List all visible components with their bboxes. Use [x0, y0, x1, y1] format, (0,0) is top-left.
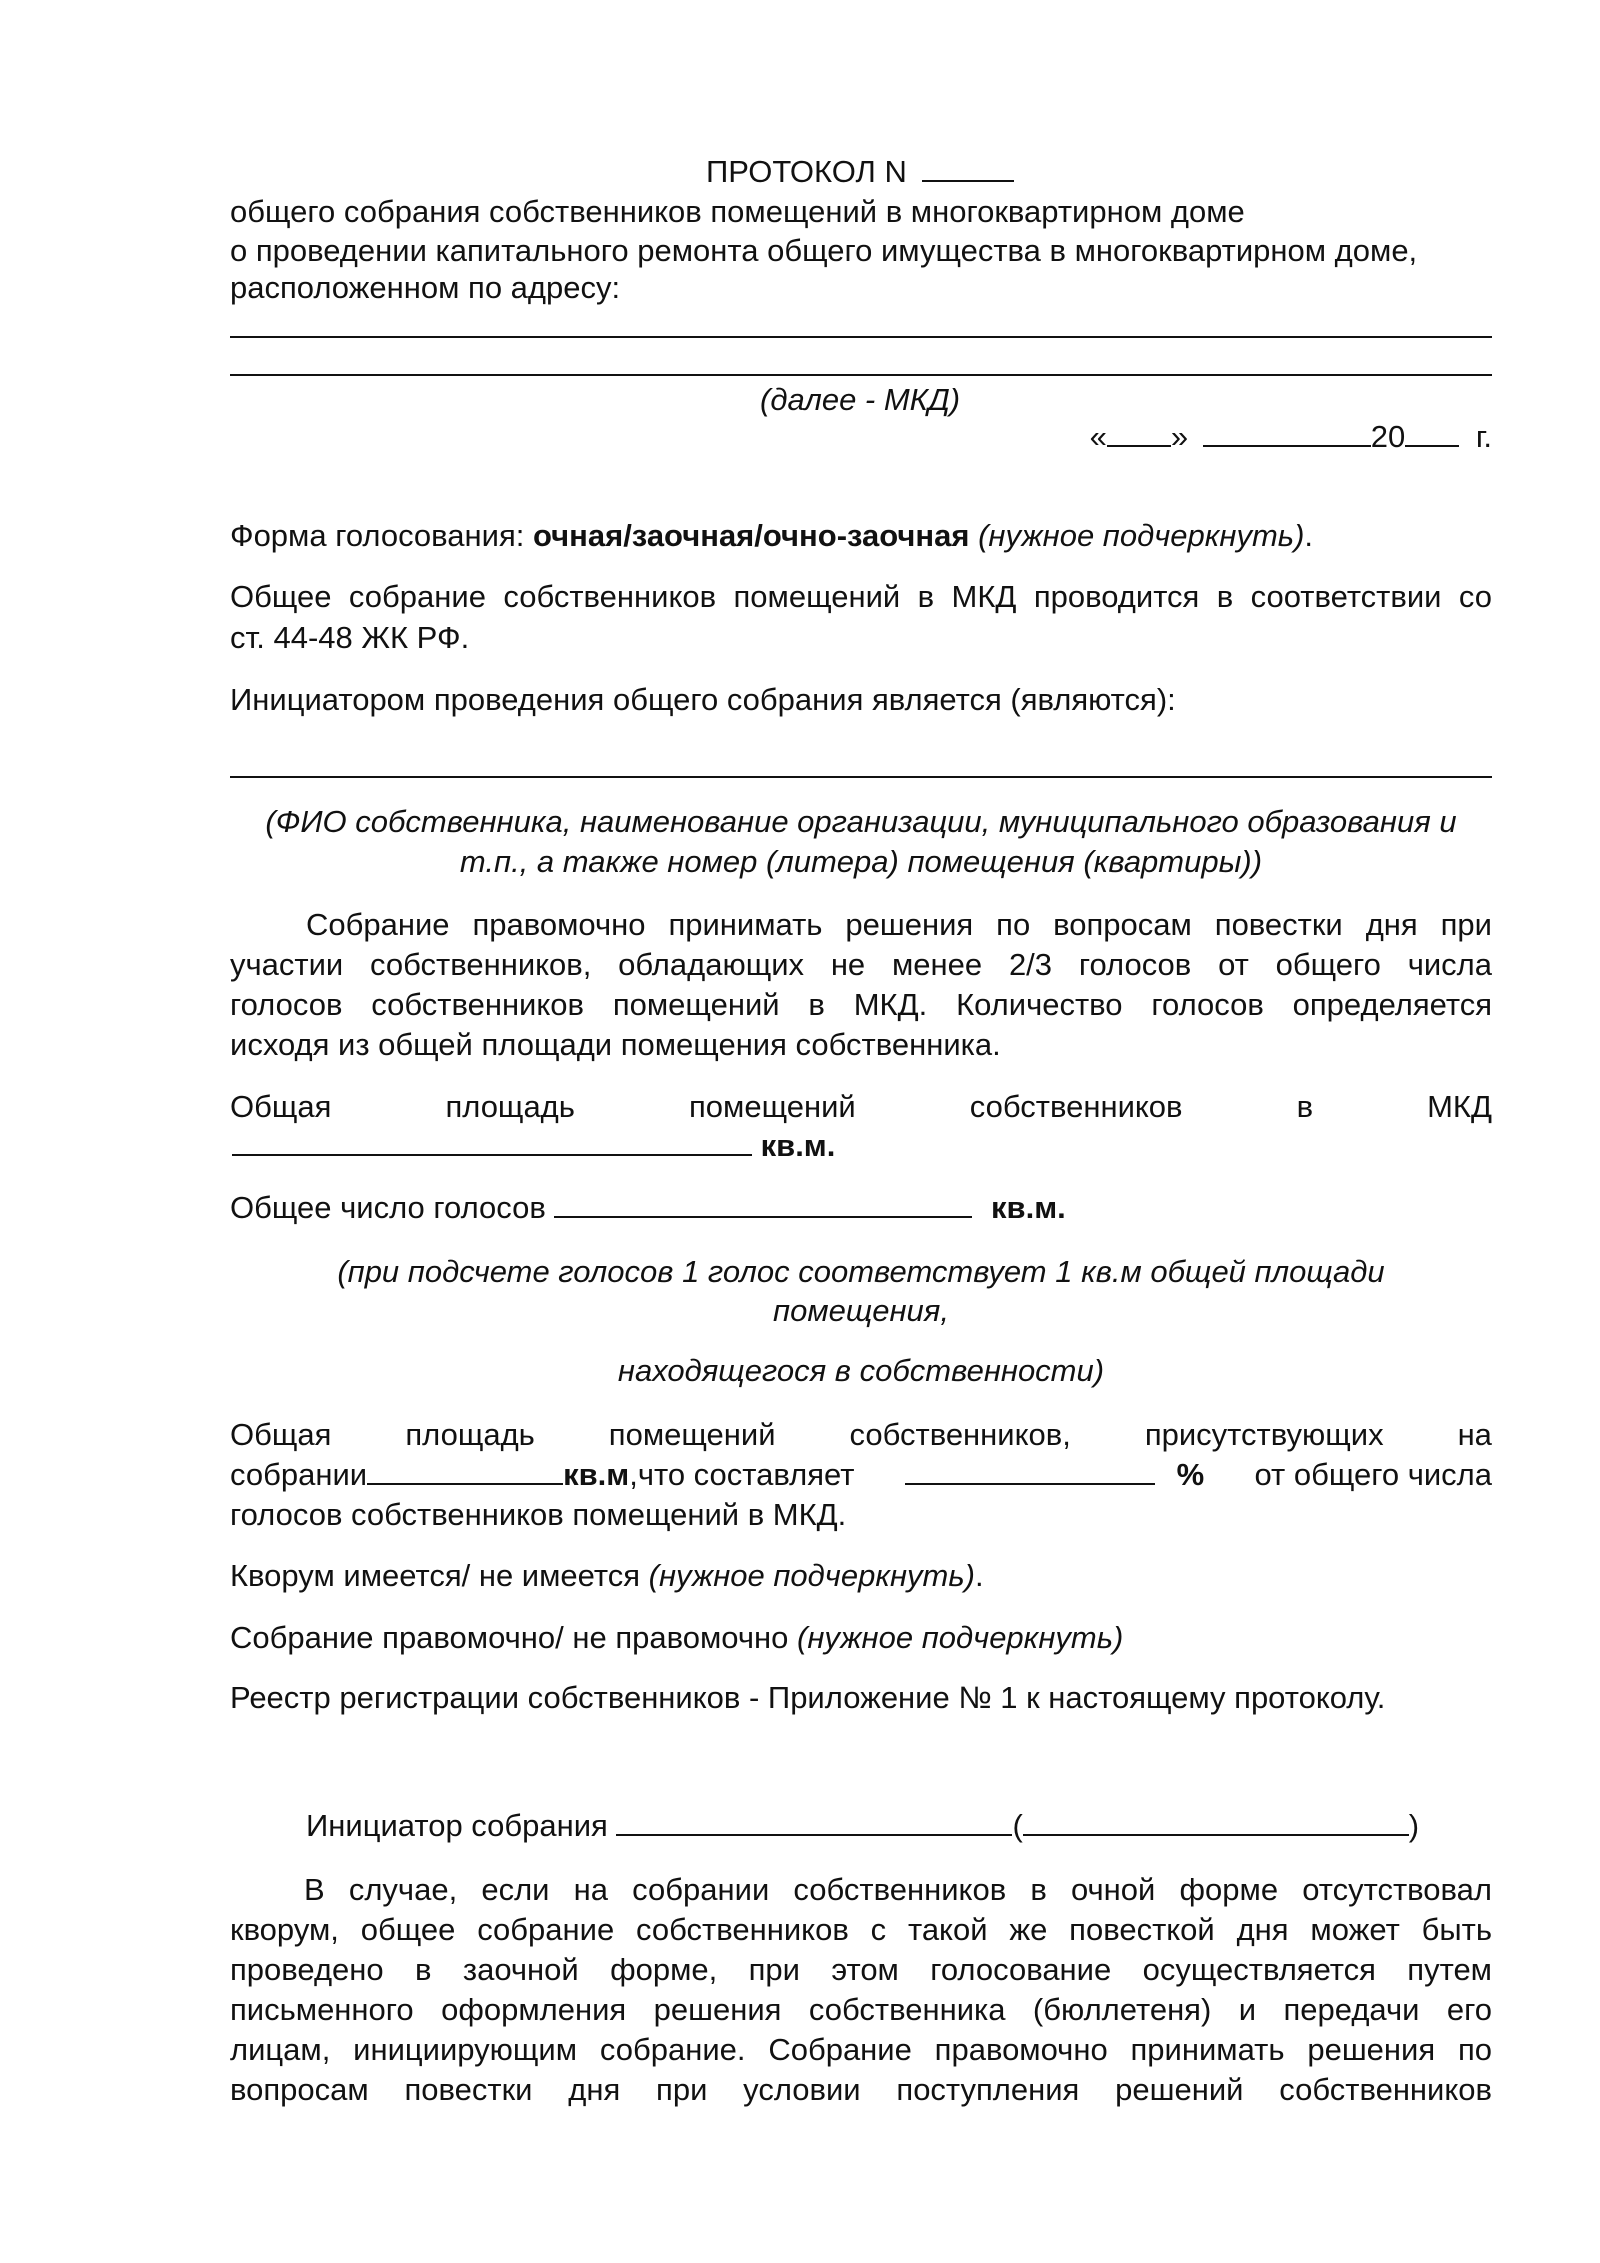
date-day-blank	[1107, 417, 1171, 447]
present-area-line-3: голосов собственников помещений в МКД.	[230, 1497, 847, 1532]
header-line-3: расположенном по адресу:	[230, 270, 621, 305]
absentia-line-4: письменного оформления решения собственника (бюллетеня) и передачи его	[230, 1992, 1492, 2027]
total-votes-line	[230, 1188, 1066, 1228]
total-votes-unit: кв.м.	[991, 1190, 1066, 1225]
registry-line: Реестр регистрации собственников - Приложение № 1 к настоящему протоколу.	[230, 1680, 1386, 1715]
initiator-line	[230, 776, 1492, 778]
present-area-word: помещений	[608, 1417, 776, 1452]
quorum-rule-line-3: голосов собственников помещений в МКД. Количество голосов определяется	[230, 987, 1492, 1022]
present-area-unit: кв.м	[563, 1457, 630, 1492]
vote-note-line-2: помещения,	[773, 1293, 949, 1328]
present-area-word: площадь	[405, 1417, 535, 1452]
total-area-word: площадь	[445, 1089, 575, 1124]
present-area-percent-sign: %	[1176, 1457, 1205, 1492]
quorum-note: (нужное подчеркнуть)	[640, 1558, 975, 1593]
protocol-number-blank	[922, 152, 1014, 182]
address-line-2	[230, 374, 1492, 376]
total-area-unit: кв.м.	[760, 1128, 836, 1163]
date-close-quote: »	[1170, 419, 1189, 454]
quorum-rule-line-1: Собрание правомочно принимать решения по вопросам повестки дня при	[306, 907, 1492, 942]
voting-form-options: очная/заочная/очно-заочная	[532, 518, 970, 553]
vote-note-line-3: находящегося в собственности)	[617, 1353, 1105, 1388]
present-area-word: присутствующих	[1144, 1417, 1384, 1452]
vote-note-line-1: (при подсчете голосов 1 голос соответствует 1 кв.м общей площади	[337, 1254, 1385, 1289]
quorum-period: .	[974, 1558, 984, 1593]
protocol-title-text: ПРОТОКОЛ N	[706, 154, 907, 189]
legal-basis-line-1: Общее собрание собственников помещений в МКД проводится в соответствии со	[230, 579, 1492, 614]
total-votes-blank	[554, 1188, 972, 1218]
present-area-tail: от общего числа	[1254, 1457, 1492, 1492]
quorum-line	[230, 1556, 984, 1596]
initiator-label: Инициатором проведения общего собрания является (являются):	[230, 682, 1176, 717]
header-line-1: общего собрания собственников помещений в многоквартирном доме	[230, 194, 1245, 229]
signature-label: Инициатор собрания	[306, 1808, 617, 1843]
total-area-word: в	[1296, 1089, 1314, 1124]
present-area-line-1	[230, 1415, 1492, 1455]
total-area-word: собственников	[969, 1089, 1183, 1124]
date-suffix: г.	[1475, 419, 1492, 454]
present-area-label: собрании	[230, 1457, 368, 1492]
present-area-blank	[367, 1455, 563, 1485]
voting-form-period: .	[1304, 518, 1314, 553]
signature-blank	[616, 1806, 1012, 1836]
present-area-word: на	[1457, 1417, 1492, 1452]
date-month-blank	[1203, 417, 1371, 447]
quorum-rule-line-2: участии собственников, обладающих не менее 2/3 голосов от общего числа	[230, 947, 1492, 982]
date-line	[1090, 417, 1492, 457]
total-area-word: помещений	[688, 1089, 856, 1124]
protocol-title	[706, 152, 1014, 192]
present-area-line-2	[230, 1455, 1492, 1495]
date-year-prefix: 20	[1370, 419, 1406, 454]
signature-line	[306, 1806, 1419, 1846]
legal-basis-line-2: ст. 44-48 ЖК РФ.	[230, 620, 470, 655]
absentia-line-5: лицам, инициирующим собрание. Собрание правомочно принимать решения по	[230, 2032, 1492, 2067]
signature-name-blank	[1023, 1806, 1409, 1836]
absentia-line-6: вопросам повестки дня при условии поступления решений собственников	[230, 2072, 1492, 2107]
total-area-line-1	[230, 1087, 1492, 1127]
date-open-quote: «	[1089, 419, 1107, 454]
absentia-line-2: кворум, общее собрание собственников с такой же повесткой дня может быть	[230, 1912, 1492, 1947]
initiator-note-line-2: т.п., а также номер (литера) помещения (квартиры))	[459, 844, 1263, 879]
date-year-blank	[1405, 417, 1459, 447]
signature-close-paren: )	[1408, 1808, 1420, 1843]
address-line-1	[230, 336, 1492, 338]
voting-form-label: Форма голосования:	[230, 518, 533, 553]
present-area-left	[230, 1455, 854, 1495]
voting-form-note: (нужное подчеркнуть)	[969, 518, 1305, 553]
initiator-note-line-1: (ФИО собственника, наименование организации, муниципального образования и	[265, 804, 1457, 839]
absentia-line-3: проведено в заочной форме, при этом голосование осуществляется путем	[230, 1952, 1492, 1987]
competence-text: Собрание правомочно/ не правомочно	[230, 1620, 789, 1655]
signature-open-paren: (	[1012, 1808, 1023, 1843]
quorum-rule-line-4: исходя из общей площади помещения собственника.	[230, 1027, 1001, 1062]
total-area-blank	[232, 1126, 752, 1156]
present-area-word: собственников,	[849, 1417, 1071, 1452]
present-area-pct-group	[905, 1455, 1205, 1495]
competence-line	[230, 1618, 1123, 1658]
quorum-text: Кворум имеется/ не имеется	[230, 1558, 641, 1593]
competence-note: (нужное подчеркнуть)	[788, 1620, 1124, 1655]
present-area-percent-blank	[905, 1455, 1155, 1485]
voting-form	[230, 516, 1313, 556]
absentia-line-1: В случае, если на собрании собственников в очной форме отсутствовал	[304, 1872, 1492, 1907]
total-votes-label: Общее число голосов	[230, 1190, 555, 1225]
present-area-word: Общая	[230, 1417, 332, 1452]
present-area-connector: ,что составляет	[629, 1457, 855, 1492]
total-area-line-2	[232, 1126, 835, 1166]
mkd-note: (далее - МКД)	[760, 382, 961, 417]
total-area-word: Общая	[230, 1089, 332, 1124]
header-line-2: о проведении капитального ремонта общего имущества в многоквартирном доме,	[230, 233, 1418, 268]
total-area-word: МКД	[1427, 1089, 1492, 1124]
